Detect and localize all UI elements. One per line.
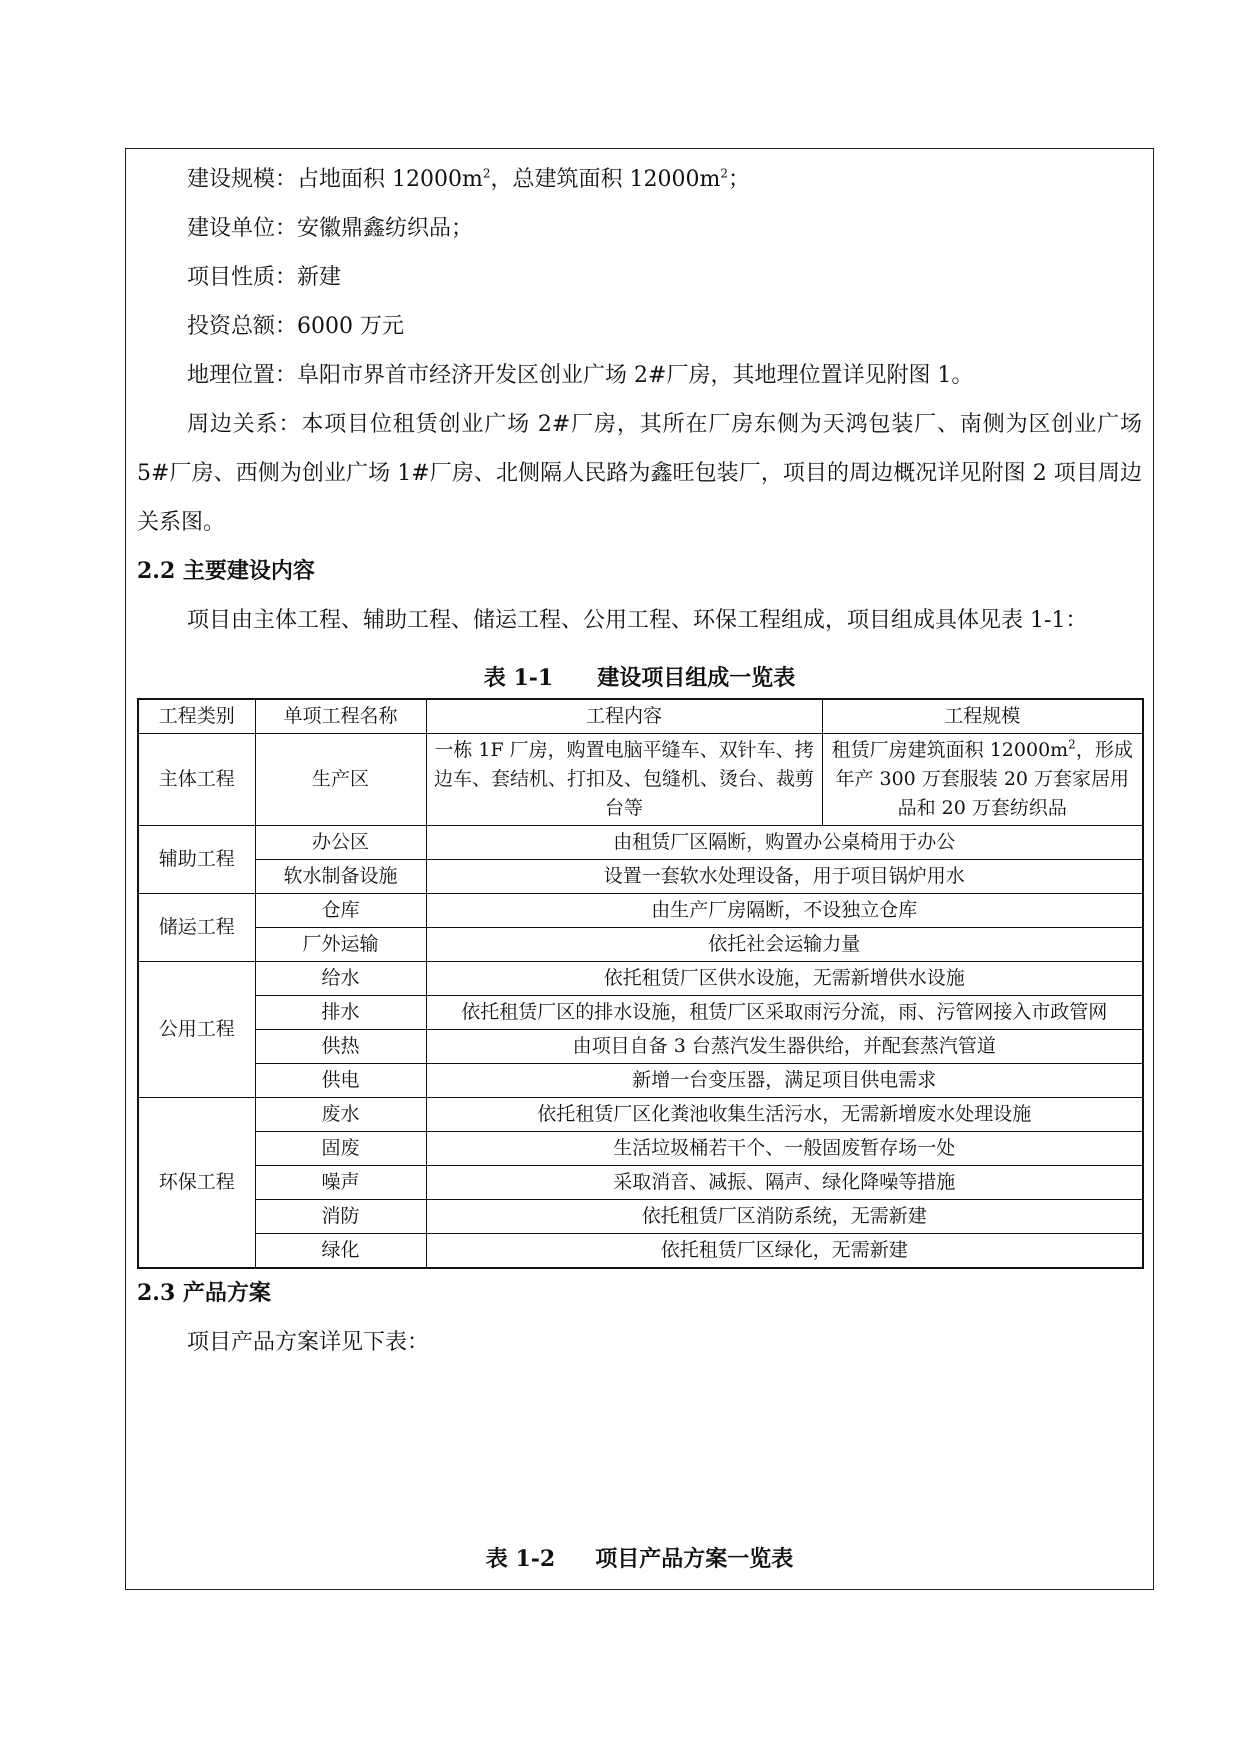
- content-cell: 依托社会运输力量: [426, 928, 1143, 962]
- section-2-2-heading: 2.2 主要建设内容: [137, 558, 315, 584]
- surroundings-paragraph: 周边关系：本项目位租赁创业广场 2#厂房，其所在厂房东侧为天鸿包装厂、南侧为区创业广场 5#厂房、西侧为创业广场 1#厂房、北侧隔人民路为鑫旺包装厂，项目的周边概况详见附图 2 项目周边关系图。: [137, 412, 1142, 535]
- header-scale: 工程规模: [822, 699, 1143, 734]
- name-cell: 消防: [255, 1200, 426, 1234]
- name-cell: 生产区: [255, 734, 426, 826]
- content-cell: 依托租赁厂区供水设施，无需新增供水设施: [426, 962, 1143, 996]
- table-1-1-number: 表 1-1: [483, 665, 554, 691]
- table-row: [138, 894, 1143, 928]
- content-cell: 依托租赁厂区消防系统，无需新建: [426, 1200, 1143, 1234]
- scale-sup-a: 2: [482, 166, 491, 181]
- scale-text-end: ；: [727, 167, 750, 192]
- scale-cell: 租赁厂房建筑面积 $12000m^2$，形成年产 300 万套服装 20 万套家居用品和 20 万套纺织品: [822, 734, 1143, 826]
- table-row: [138, 734, 1143, 826]
- content-cell: 一栋 1F 厂房，购置电脑平缝车、双针车、拷边车、套结机、打扣及、包缝机、烫台、裁剪台等: [426, 734, 822, 826]
- table-1-2-number: 表 1-2: [485, 1546, 556, 1572]
- header-category: 工程类别: [138, 699, 255, 734]
- table-row: [138, 1166, 1143, 1200]
- table-row: [138, 1132, 1143, 1166]
- content-cell: 依托租赁厂区绿化，无需新建: [426, 1234, 1143, 1269]
- category-cell: 辅助工程: [138, 826, 255, 894]
- name-cell: 办公区: [255, 826, 426, 860]
- name-cell: 废水: [255, 1098, 426, 1132]
- section-2-2-intro: 项目由主体工程、辅助工程、储运工程、公用工程、环保工程组成，项目组成具体见表 1-1：: [187, 608, 1088, 633]
- investment-line: [137, 302, 1142, 351]
- name-cell: 排水: [255, 996, 426, 1030]
- scale-label: 建设规模：: [187, 167, 298, 192]
- name-cell: 供电: [255, 1064, 426, 1098]
- document-body: [137, 155, 1142, 1367]
- nature-text: 新建: [297, 265, 342, 290]
- scale-text-a: 占地面积 12000m: [297, 167, 483, 192]
- content-cell: 新增一台变压器，满足项目供电需求: [426, 1064, 1143, 1098]
- table-1-1-caption: [137, 661, 1142, 692]
- content-cell: 由租赁厂区隔断，购置办公桌椅用于办公: [426, 826, 1143, 860]
- table-row: [138, 962, 1143, 996]
- table-row: [138, 826, 1143, 860]
- table-1-2-caption: [137, 1542, 1142, 1573]
- location-text: 阜阳市界首市经济开发区创业广场 2#厂房，其地理位置详见附图 1。: [297, 363, 974, 388]
- builder-label: 建设单位：: [187, 216, 298, 241]
- scale-sup-b: 2: [720, 166, 728, 181]
- table-row: [138, 1098, 1143, 1132]
- location-label: 地理位置：: [187, 363, 298, 388]
- name-cell: 固废: [255, 1132, 426, 1166]
- scale-line: [137, 155, 1142, 204]
- content-cell: 依托租赁厂区的排水设施，租赁厂区采取雨污分流，雨、污管网接入市政管网: [426, 996, 1143, 1030]
- investment-label: 投资总额：: [187, 314, 298, 339]
- name-cell: 厂外运输: [255, 928, 426, 962]
- investment-text: 6000 万元: [297, 314, 404, 339]
- name-cell: 给水: [255, 962, 426, 996]
- table-1-1-title: 建设项目组成一览表: [597, 665, 796, 691]
- name-cell: 绿化: [255, 1234, 426, 1269]
- content-cell: 采取消音、减振、隔声、绿化降噪等措施: [426, 1166, 1143, 1200]
- nature-label: 项目性质：: [187, 265, 298, 290]
- project-composition-table: [137, 698, 1144, 1269]
- content-cell: 依托租赁厂区化粪池收集生活污水，无需新增废水处理设施: [426, 1098, 1143, 1132]
- table-row: [138, 860, 1143, 894]
- category-cell: 公用工程: [138, 962, 255, 1098]
- table-row: [138, 1200, 1143, 1234]
- name-cell: 供热: [255, 1030, 426, 1064]
- header-name: 单项工程名称: [255, 699, 426, 734]
- table-header-row: [138, 699, 1143, 734]
- name-cell: 仓库: [255, 894, 426, 928]
- name-cell: 软水制备设施: [255, 860, 426, 894]
- location-line: [137, 351, 1142, 400]
- header-content: 工程内容: [426, 699, 822, 734]
- table-row: [138, 1030, 1143, 1064]
- content-cell: 由生产厂房隔断，不设独立仓库: [426, 894, 1143, 928]
- table-row: [138, 1234, 1143, 1269]
- table-row: [138, 1064, 1143, 1098]
- builder-text: 安徽鼎鑫纺织品；: [297, 216, 474, 241]
- scale-text-b: ，总建筑面积 12000m: [490, 167, 721, 192]
- name-cell: 噪声: [255, 1166, 426, 1200]
- builder-line: [137, 204, 1142, 253]
- content-cell: 生活垃圾桶若干个、一般固废暂存场一处: [426, 1132, 1143, 1166]
- category-cell: 储运工程: [138, 894, 255, 962]
- category-cell: 主体工程: [138, 734, 255, 826]
- section-2-3-intro: 项目产品方案详见下表：: [187, 1330, 430, 1355]
- section-2-3-heading: 2.3 产品方案: [137, 1280, 271, 1306]
- table-1-2-title: 项目产品方案一览表: [595, 1546, 794, 1572]
- content-cell: 设置一套软水处理设备，用于项目锅炉用水: [426, 860, 1143, 894]
- nature-line: [137, 253, 1142, 302]
- table-row: [138, 996, 1143, 1030]
- content-cell: 由项目自备 3 台蒸汽发生器供给，并配套蒸汽管道: [426, 1030, 1143, 1064]
- table-row: [138, 928, 1143, 962]
- category-cell: 环保工程: [138, 1098, 255, 1269]
